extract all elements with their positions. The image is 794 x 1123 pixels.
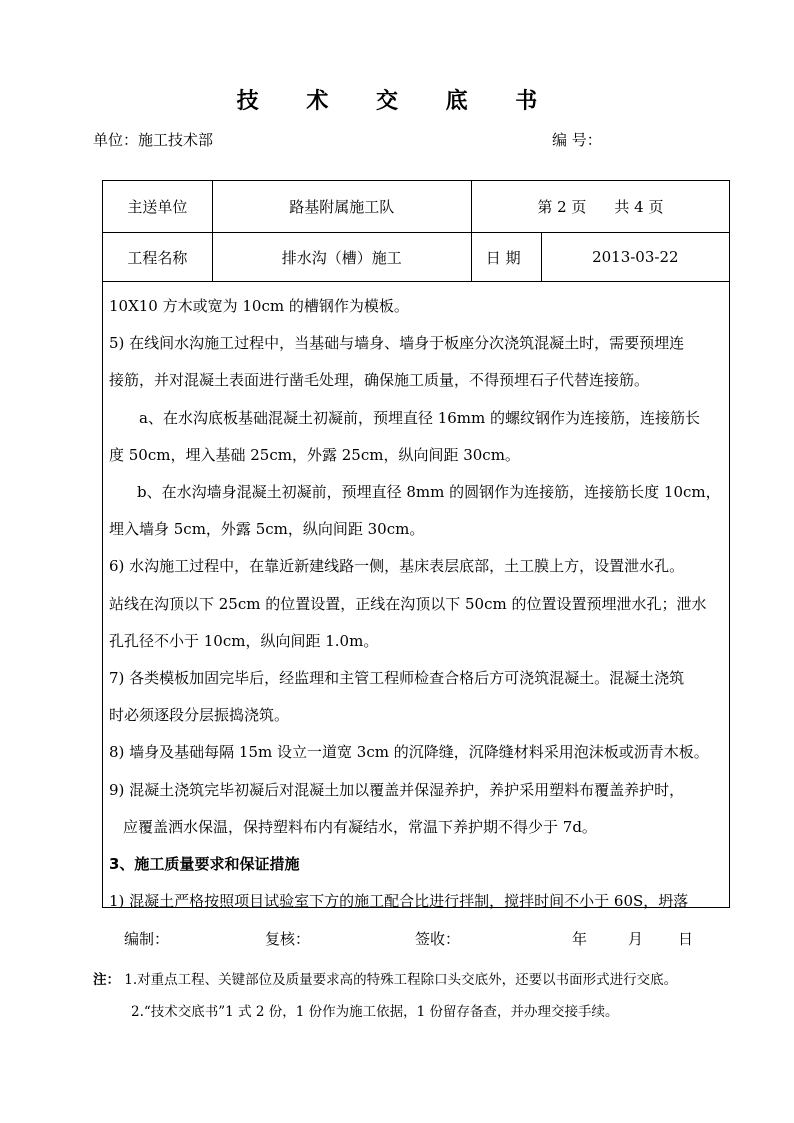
table-row-project xyxy=(103,233,729,282)
body-line: 1) 混凝土严格按照项目试验室下方的施工配合比进行拌制，搅拌时间不小于 60S，坍落 xyxy=(109,892,689,911)
body-line: 站线在沟顶以下 25cm 的位置设置，正线在沟顶以下 50cm 的位置设置预埋泄水孔；泄水 xyxy=(109,594,707,613)
month-label: 月 xyxy=(628,930,644,948)
recipient-label: 主送单位 xyxy=(103,181,213,232)
body-line: b、在水沟墙身混凝土初凝前，预埋直径 8mm 的圆钢作为连接筋，连接筋长度 10cm， xyxy=(137,483,721,502)
body-line: a、在水沟底板基础混凝土初凝前，预埋直径 16mm 的螺纹钢作为连接筋，连接筋长 xyxy=(139,408,701,427)
document-title: 技 术 交 底 书 xyxy=(236,89,558,114)
recipient-value: 路基附属施工队 xyxy=(213,181,472,232)
note-line-2: 2.“技术交底书”1 式 2 份，1 份作为施工依据，1 份留存备查，并办理交接手续。 xyxy=(131,1004,619,1020)
note-line-1 xyxy=(93,964,773,996)
day-label: 日 xyxy=(678,930,694,948)
code-label: 编 号： xyxy=(552,131,602,149)
project-value: 排水沟（槽）施工 xyxy=(213,233,472,281)
body-line: 9) 混凝土浇筑完毕初凝后对混凝土加以覆盖并保湿养护，养护采用塑料布覆盖养护时， xyxy=(109,780,685,799)
signature-row xyxy=(0,928,794,950)
table-row-recipient xyxy=(103,181,729,233)
body-line: 应覆盖洒水保温，保持塑料布内有凝结水，常温下养护期不得少于 7d。 xyxy=(123,817,597,836)
body-line: 时必须逐段分层振捣浇筑。 xyxy=(109,706,290,725)
page-info xyxy=(472,181,729,232)
date-value: 2013-03-22 xyxy=(592,248,679,266)
disclosure-body xyxy=(103,282,729,911)
notes-label: 注： xyxy=(93,972,120,988)
body-line: 6) 水沟施工过程中，在靠近新建线路一侧，基床表层底部，土工膜上方，设置泄水孔。 xyxy=(109,557,685,576)
body-line: 度 50cm，埋入基础 25cm，外露 25cm，纵向间距 30cm。 xyxy=(109,445,520,464)
body-line: 7) 各类模板加固完毕后，经监理和主管工程师检查合格后方可浇筑混凝土。混凝土浇筑 xyxy=(109,669,685,688)
note-text-1: 1.对重点工程、关键部位及质量要求高的特殊工程除口头交底外，还要以书面形式进行交底。 xyxy=(124,972,678,988)
review-label: 复核： xyxy=(265,930,311,948)
body-line: 10X10 方木或宽为 10cm 的槽钢作为模板。 xyxy=(109,297,409,315)
page-number: 第 2 页 xyxy=(537,198,587,216)
body-line: 5) 在线间水沟施工过程中，当基础与墙身、墙身于板座分次浇筑混凝土时，需要预埋连 xyxy=(109,334,685,353)
page-total: 共 4 页 xyxy=(614,198,664,216)
notes-block xyxy=(93,964,773,1028)
year-label: 年 xyxy=(572,930,588,948)
section-heading: 3、施工质量要求和保证措施 xyxy=(109,855,300,874)
compile-label: 编制： xyxy=(124,930,170,948)
body-line: 埋入墙身 5cm，外露 5cm，纵向间距 30cm。 xyxy=(109,520,425,539)
unit-label: 单位：施工技术部 xyxy=(93,131,214,149)
project-label: 工程名称 xyxy=(103,233,213,281)
receive-label: 签收： xyxy=(415,930,461,948)
date-label: 日 期 xyxy=(472,233,542,281)
disclosure-table xyxy=(102,180,730,911)
body-line: 孔孔径不小于 10cm，纵向间距 1.0m。 xyxy=(109,631,379,650)
body-line: 接筋，并对混凝土表面进行凿毛处理，确保施工质量，不得预埋石子代替连接筋。 xyxy=(109,371,650,390)
body-line: 8) 墙身及基础每隔 15m 设立一道宽 3cm 的沉降缝，沉降缝材料采用泡沫板或沥青木板。 xyxy=(109,743,709,762)
